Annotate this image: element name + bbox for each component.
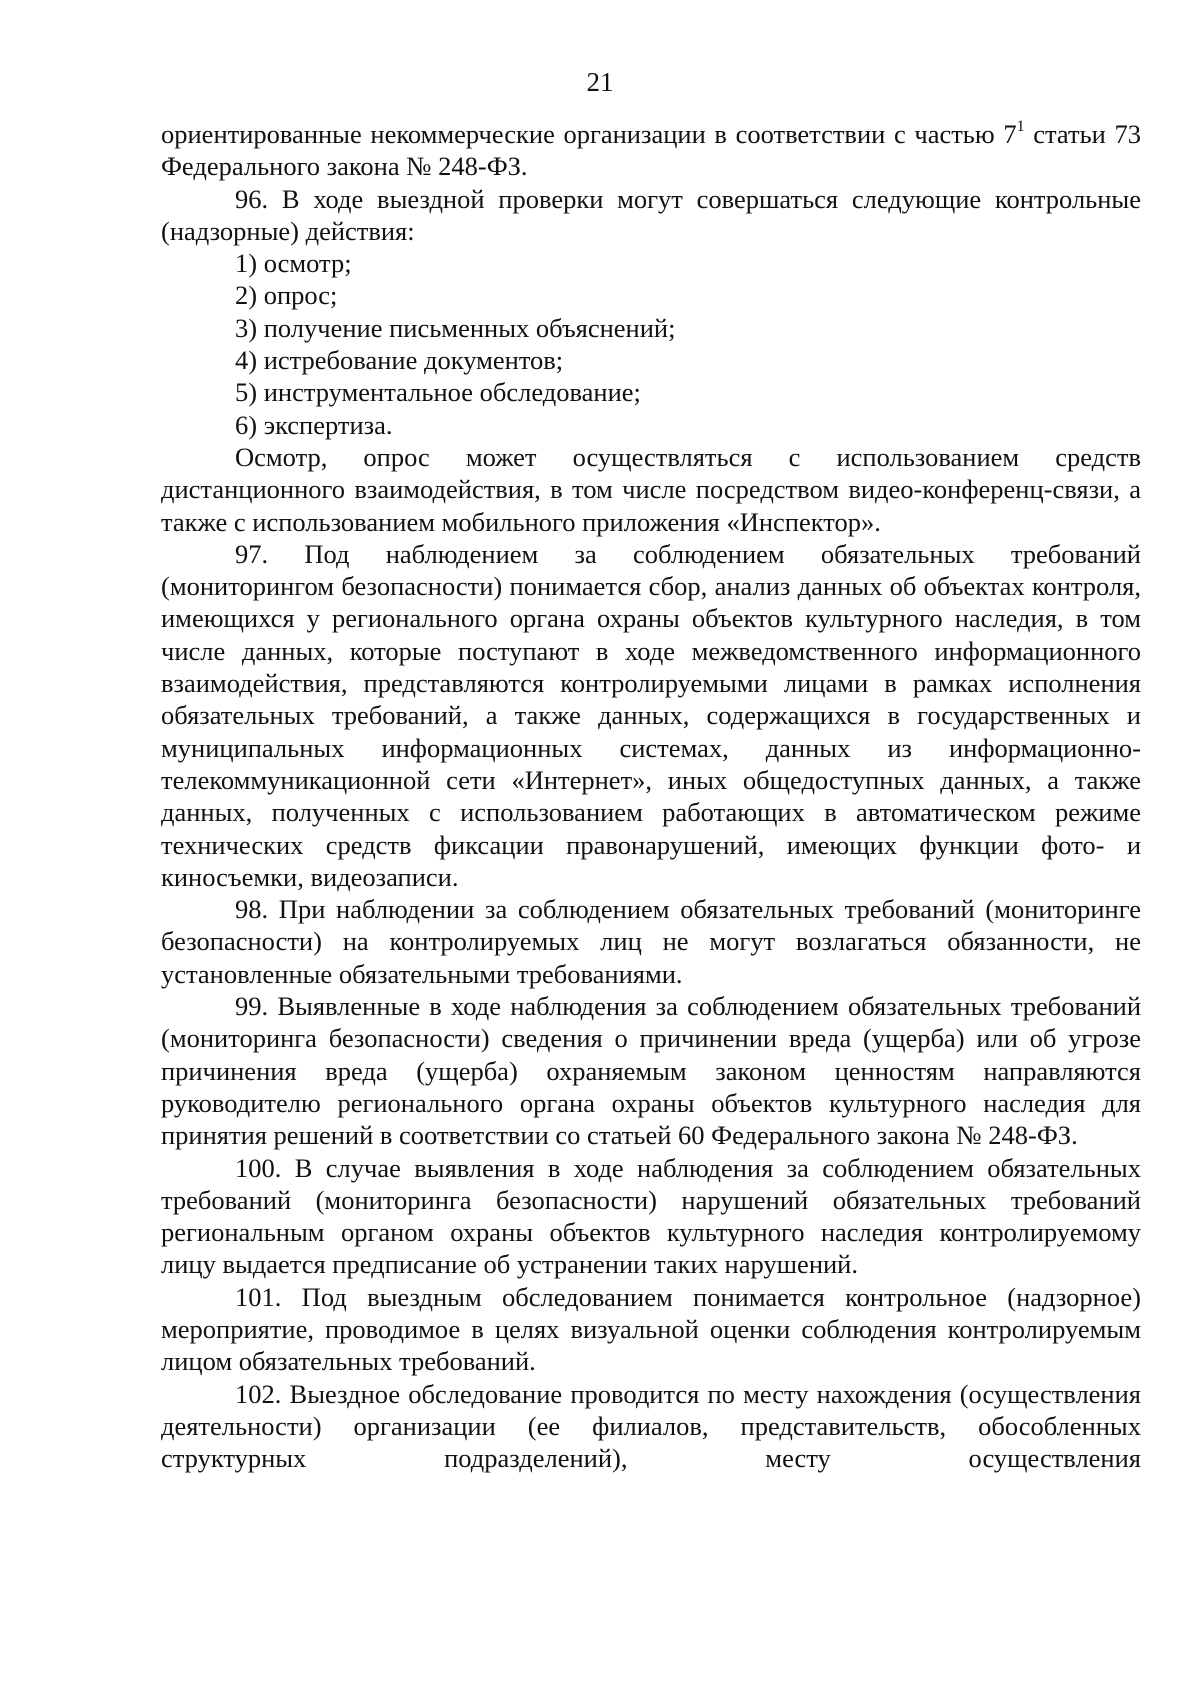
paragraph-continuation [161, 118, 1141, 183]
paragraph-100: 100. В случае выявления в ходе наблюдения за соблюдением обязательных требований (мониторинга безопасности) нарушений обязательных требований региональным органом охраны объектов культурного наследия контролируемому лицу выдается предписание об устранении таких нарушений. [161, 1152, 1141, 1280]
list-item: 3) получение письменных объяснений; [235, 312, 676, 343]
paragraph-96: 96. В ходе выездной проверки могут совершаться следующие контрольные (надзорные) действия: [161, 183, 1141, 246]
superscript: 1 [1016, 118, 1025, 135]
page-number: 21 [586, 67, 614, 97]
list-item: 1) осмотр; [235, 248, 352, 279]
paragraph-101: 101. Под выездным обследованием понимается контрольное (надзорное) мероприятие, проводимое в целях визуальной оценки соблюдения контролируемым лицом обязательных требований. [161, 1281, 1141, 1377]
paragraph-text: статьи 73 Федерального закона № 248-ФЗ. [161, 119, 1142, 182]
paragraph-inspection-remote: Осмотр, опрос может осуществляться с использованием средств дистанционного взаимодействия, в том числе посредством видео-конференц-связи, а также с использованием мобильного приложения «Инспектор». [161, 441, 1141, 537]
paragraph-102: 102. Выездное обследование проводится по месту нахождения (осуществления деятельности) организации (ее филиалов, представительств, обособленных структурных подразделений), месту осуществления [161, 1378, 1141, 1474]
paragraph-97: 97. Под наблюдением за соблюдением обязательных требований (мониторингом безопасности) понимается сбор, анализ данных об объектах контроля, имеющихся у регионального органа охраны объектов культурного наследия, в том числе данных, которые поступают в ходе межведомственного информационного взаимодействия, представляются контролируемыми лицами в рамках исполнения обязательных требований, а также данных, содержащихся в государственных и муниципальных информационных системах, данных из информационно-телекоммуникационной сети «Интернет», иных общедоступных данных, а также данных, полученных с использованием работающих в автоматическом режиме технических средств фиксации правонарушений, имеющих функции фото- и киносъемки, видеозаписи. [161, 538, 1141, 892]
list-item: 2) опрос; [235, 280, 338, 311]
list-item: 6) экспертиза. [235, 409, 393, 440]
document-body [161, 118, 1141, 1474]
paragraph-98: 98. При наблюдении за соблюдением обязательных требований (мониторинге безопасности) на контролируемых лиц не могут возлагаться обязанности, не установленные обязательными требованиями. [161, 894, 1141, 989]
paragraph-text: ориентированные некоммерческие организации в соответствии с частью 7 [161, 119, 1017, 149]
list-item: 5) инструментальное обследование; [235, 377, 641, 408]
paragraph-99: 99. Выявленные в ходе наблюдения за соблюдением обязательных требований (мониторинга безопасности) сведения о причинении вреда (ущерба) или об угрозе причинения вреда (ущерба) охраняемым законом ценностям направляются руководителю регионального органа охраны объектов культурного наследия для принятия решений в соответствии со статьей 60 Федерального закона № 248-ФЗ. [161, 991, 1141, 1151]
list-item: 4) истребование документов; [235, 345, 564, 376]
